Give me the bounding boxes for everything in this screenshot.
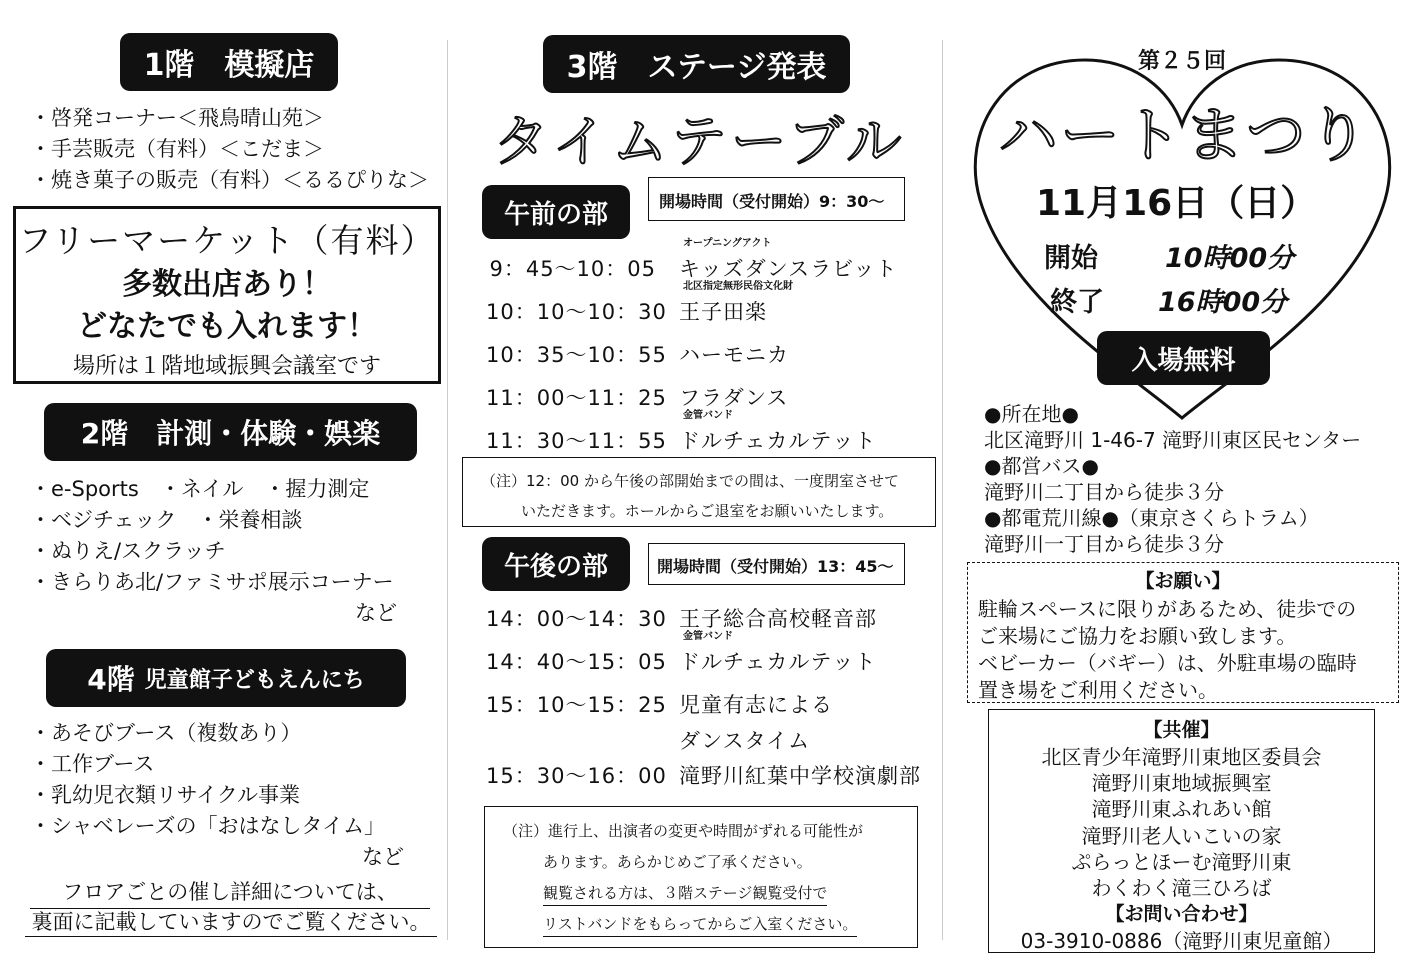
- row-time: 15：30～16：00: [486, 764, 667, 788]
- start-label: 開始: [1044, 243, 1098, 274]
- afternoon-note: あります。あらかじめご了承ください。: [543, 853, 812, 871]
- row-ruby: 北区指定無形民俗文化財: [683, 281, 793, 292]
- request-line: 置き場をご利用ください。: [978, 678, 1218, 702]
- morning-label: 午前の部: [482, 185, 630, 239]
- afternoon-note-box: [484, 806, 918, 948]
- row-performer: フラダンス: [679, 386, 789, 410]
- floor4-heading: [46, 649, 406, 707]
- row-ruby: 金管バンド: [683, 410, 733, 421]
- row-performer: 滝野川紅葉中学校演劇部: [679, 764, 921, 788]
- afternoon-note: （注）進行上、出演者の変更や時間がずれる可能性が: [503, 822, 864, 840]
- location-address: 北区滝野川 1-46-7 滝野川東区民センター: [984, 428, 1362, 452]
- end-label: 終了: [1050, 287, 1104, 318]
- morning-note: いただきます。ホールからご退室をお願いいたします。: [521, 502, 894, 520]
- floor2-heading: 2階 計測・体験・娯楽: [44, 403, 417, 461]
- morning-open-time-text: 開場時間（受付開始）9：30～: [659, 192, 885, 211]
- sponsors-title: 【共催】: [1143, 719, 1220, 741]
- location-label: ●所在地●: [984, 402, 1079, 426]
- floor4-list: [30, 718, 404, 873]
- list-item: ・e-Sports ・ネイル ・握力測定: [30, 477, 370, 501]
- row-time: 15：10～15：25: [486, 693, 667, 717]
- list-item: ・啓発コーナー＜飛鳥晴山苑＞: [30, 106, 324, 130]
- row-performer: キッズダンスラビット: [679, 257, 898, 281]
- bus-directions: 滝野川二丁目から徒歩３分: [984, 480, 1224, 504]
- list-item: ・乳幼児衣類リサイクル事業: [30, 783, 301, 807]
- list-item: ・シャベレーズの「おはなしタイム」: [30, 814, 386, 838]
- tram-label: ●都電荒川線●（東京さくらトラム）: [984, 506, 1319, 530]
- afternoon-note: リストバンドをもらってからご入室ください。: [543, 913, 857, 937]
- flea-market-title: フリーマーケット（有料）: [18, 221, 436, 260]
- list-item-etc: など: [362, 845, 404, 869]
- start-time: 10時00分: [1165, 243, 1295, 274]
- flea-market-box: [13, 206, 441, 384]
- list-item-etc: など: [355, 601, 397, 625]
- floor-details-note: フロアごとの催し詳細については、: [30, 878, 430, 909]
- sponsor-item: わくわく滝三ひろば: [1091, 876, 1272, 900]
- list-item: ・焼き菓子の販売（有料）＜るるぴりな＞: [30, 168, 429, 192]
- afternoon-note: 観覧される方は、３階ステージ観覧受付で: [543, 882, 827, 906]
- sponsor-item: ぷらっとほーむ滝野川東: [1071, 850, 1292, 874]
- floor-details-note: 裏面に記載していますのでご覧ください。: [25, 908, 437, 937]
- list-item: ・あそびブース（複数あり）: [30, 721, 302, 745]
- row-performer: ドルチェカルテット: [679, 650, 877, 674]
- flea-market-location: 場所は１階地域振興会議室です: [72, 354, 381, 379]
- admission-free-badge: 入場無料: [1097, 331, 1270, 385]
- sponsor-item: 滝野川東ふれあい館: [1091, 797, 1272, 821]
- event-title: ハートまつり: [998, 101, 1370, 171]
- row-ruby: オープニングアクト: [683, 238, 772, 249]
- floor4-heading-number: 4階: [87, 663, 135, 696]
- sponsor-item: 滝野川東地域振興室: [1091, 771, 1272, 795]
- floor1-heading: 1階 模擬店: [120, 33, 338, 91]
- tram-directions: 滝野川一丁目から徒歩３分: [984, 532, 1224, 556]
- row-performer: 児童有志による: [679, 693, 833, 717]
- timetable-title: タイムテーブル: [493, 110, 906, 175]
- row-time: 10：35～10：55: [486, 343, 667, 367]
- request-title: 【お願い】: [1135, 570, 1231, 592]
- list-item: ・ベジチェック ・栄養相談: [30, 508, 303, 532]
- request-line: 駐輪スペースに限りがあるため、徒歩での: [978, 597, 1357, 621]
- floor3-heading: 3階 ステージ発表: [543, 35, 850, 93]
- row-time: 9：45～10：05: [489, 257, 656, 281]
- request-line: ベビーカー（バギー）は、外駐車場の臨時: [978, 651, 1357, 675]
- request-box: [967, 562, 1399, 703]
- row-performer: ドルチェカルテット: [679, 429, 877, 453]
- flea-market-line: 多数出店あり！: [122, 267, 332, 302]
- afternoon-open-time-text: 開場時間（受付開始）13：45～: [657, 557, 894, 576]
- list-item: ・手芸販売（有料）＜こだま＞: [30, 137, 324, 161]
- edition-label: 第２５回: [1138, 49, 1227, 74]
- afternoon-open-time: [648, 543, 905, 585]
- floor1-list: [30, 103, 429, 196]
- row-performer: ダンスタイム: [679, 729, 811, 753]
- floor2-list: [30, 474, 397, 629]
- contact-title: 【お問い合わせ】: [1105, 903, 1258, 925]
- event-date: 11月16日（日）: [1036, 183, 1317, 224]
- contact-phone: 03-3910-0886（滝野川東児童館）: [1020, 929, 1343, 953]
- bus-label: ●都営バス●: [984, 454, 1099, 478]
- end-time: 16時00分: [1158, 287, 1288, 318]
- row-time: 14：00～14：30: [486, 607, 667, 631]
- morning-note: （注）12：00 から午後の部開始までの間は、一度閉室させて: [481, 472, 899, 490]
- sponsor-item: 滝野川老人いこいの家: [1081, 824, 1282, 848]
- flea-market-line: どなたでも入れます！: [77, 309, 377, 344]
- sponsor-item: 北区青少年滝野川東地区委員会: [1041, 745, 1322, 769]
- request-line: ご来場にご協力をお願い致します。: [978, 624, 1297, 648]
- row-performer: 王子田楽: [679, 300, 767, 324]
- list-item: ・ぬりえ/スクラッチ: [30, 539, 226, 563]
- morning-open-time: [648, 177, 905, 221]
- row-time: 11：00～11：25: [486, 386, 667, 410]
- row-performer: ハーモニカ: [679, 343, 789, 367]
- afternoon-label: 午後の部: [482, 537, 630, 591]
- sponsors-box: [988, 709, 1375, 953]
- morning-note-box: [462, 457, 936, 527]
- row-time: 11：30～11：55: [486, 429, 667, 453]
- row-time: 10：10～10：30: [486, 300, 667, 324]
- row-time: 14：40～15：05: [486, 650, 667, 674]
- list-item: ・きらりあ北/ファミサポ展示コーナー: [30, 570, 394, 594]
- row-ruby: 金管バンド: [683, 631, 733, 642]
- floor4-heading-label: 児童館子どもえんにち: [144, 667, 365, 693]
- list-item: ・工作ブース: [30, 752, 155, 776]
- row-performer: 王子総合高校軽音部: [679, 607, 877, 631]
